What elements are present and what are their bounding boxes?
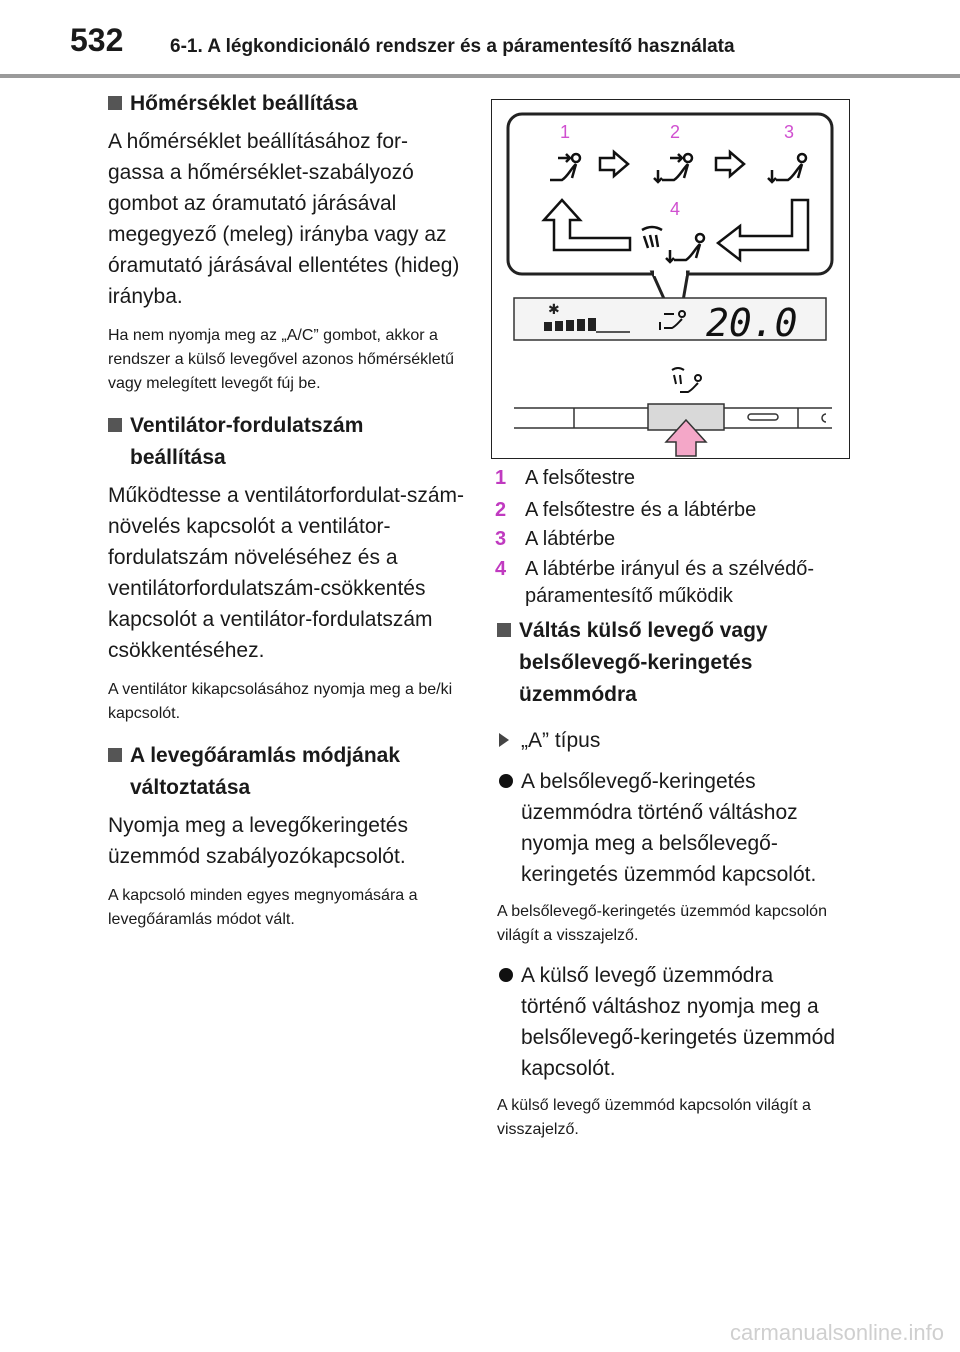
heading-temperature xyxy=(108,88,464,120)
type-label-text: „A” típus xyxy=(521,729,601,752)
square-bullet-icon xyxy=(108,748,122,762)
heading-text: Váltás külső levegő vagy belsőlevegő-keringetés üzemmódra xyxy=(519,619,768,706)
temperature-note: Ha nem nyomja meg az „A/C” gombot, akkor a rendszer a külső levegővel azonos hőmérsékletű vagy melegített levegőt fúj be. xyxy=(108,327,454,392)
round-bullet-icon xyxy=(499,774,513,788)
airflow-mode-body: Nyomja meg a levegőkeringetés üzemmód szabályozókapcsolót. xyxy=(108,814,408,868)
type-a-label xyxy=(497,725,842,756)
legend-item-4 xyxy=(495,556,825,610)
fan-icon: ✱ xyxy=(548,302,560,318)
page-number: 532 xyxy=(70,22,124,58)
legend-text: A felsőtestre és a lábtérbe xyxy=(525,499,757,521)
airflow-figure xyxy=(491,99,850,459)
square-bullet-icon xyxy=(108,418,122,432)
airflow-diagram xyxy=(492,100,848,457)
bullet-text: A külső levegő üzemmódra történő váltáshoz nyomja meg a belsőlevegő-keringetés üzemmód kapcsolót. xyxy=(521,964,836,1080)
legend-text: A lábtérbe irányul és a szélvédő-páramentesítő működik xyxy=(525,558,815,607)
button-indicator-partial xyxy=(822,414,826,422)
display-temperature: 20.0 xyxy=(706,301,798,345)
left-column xyxy=(108,88,464,932)
legend-text: A lábtérbe xyxy=(525,528,616,550)
bullet-recirculation xyxy=(497,766,842,890)
heading-fan-speed xyxy=(108,410,464,474)
recirculation-note: A belsőlevegő-keringetés üzemmód kapcsolón világít a visszajelző. xyxy=(497,903,827,944)
label-2: 2 xyxy=(670,122,681,142)
bullet-text: A belsőlevegő-keringetés üzemmódra történő váltáshoz nyomja meg a belsőlevegő-keringetés üzemmód kapcsolót. xyxy=(521,770,817,886)
heading-recirculation xyxy=(497,615,842,711)
button-label-icon xyxy=(672,368,701,392)
round-bullet-icon xyxy=(499,968,513,982)
label-1: 1 xyxy=(560,122,571,142)
legend-number: 2 xyxy=(495,499,507,521)
button-indicator xyxy=(748,414,778,420)
watermark: carmanualsonline.info xyxy=(729,1320,944,1345)
heading-text: Ventilátor-fordulatszám beállítása xyxy=(130,414,364,469)
bubble-joint xyxy=(654,266,686,276)
legend-item-3 xyxy=(495,526,615,553)
label-3: 3 xyxy=(784,122,795,142)
heading-text: Hőmérséklet beállítása xyxy=(130,92,358,115)
label-4: 4 xyxy=(670,199,681,219)
bullet-outside-air xyxy=(497,960,842,1084)
header-divider xyxy=(0,74,960,78)
legend-item-1 xyxy=(495,465,635,492)
outside-air-note: A külső levegő üzemmód kapcsolón világít a visszajelző. xyxy=(497,1097,811,1138)
heading-text: A levegőáramlás módjának változtatása xyxy=(130,744,401,799)
chapter-title: 6-1. A légkondicionáló rendszer és a páramentesítő használata xyxy=(170,36,735,57)
page-header xyxy=(0,0,960,78)
legend-item-2 xyxy=(495,497,756,524)
legend-number: 4 xyxy=(495,558,507,580)
temperature-body: A hőmérséklet beállításához for-gassa a hőmérséklet-szabályozó gombot az óramutató járásával megegyező (meleg) irányba vagy az óramutató járásával ellentétes (hideg) irányba. xyxy=(108,130,460,308)
heading-airflow-mode xyxy=(108,740,464,804)
triangle-bullet-icon xyxy=(499,733,509,747)
right-column xyxy=(497,615,842,1142)
square-bullet-icon xyxy=(108,96,122,110)
legend-number: 1 xyxy=(495,467,507,489)
legend-text: A felsőtestre xyxy=(525,467,636,489)
airflow-mode-note: A kapcsoló minden egyes megnyomására a levegőáramlás módot vált. xyxy=(108,887,418,928)
fan-speed-body: Működtesse a ventilátorfordulat-szám-növelés kapcsolót a ventilátor-fordulatszám növeléséhez és a ventilátorfordulatszám-csökkentés kapcsolót a ventilátor-fordulatszám csökkentéséhez. xyxy=(108,484,464,662)
legend-number: 3 xyxy=(495,528,507,550)
square-bullet-icon xyxy=(497,623,511,637)
fan-speed-note: A ventilátor kikapcsolásához nyomja meg a be/ki kapcsolót. xyxy=(108,681,453,722)
